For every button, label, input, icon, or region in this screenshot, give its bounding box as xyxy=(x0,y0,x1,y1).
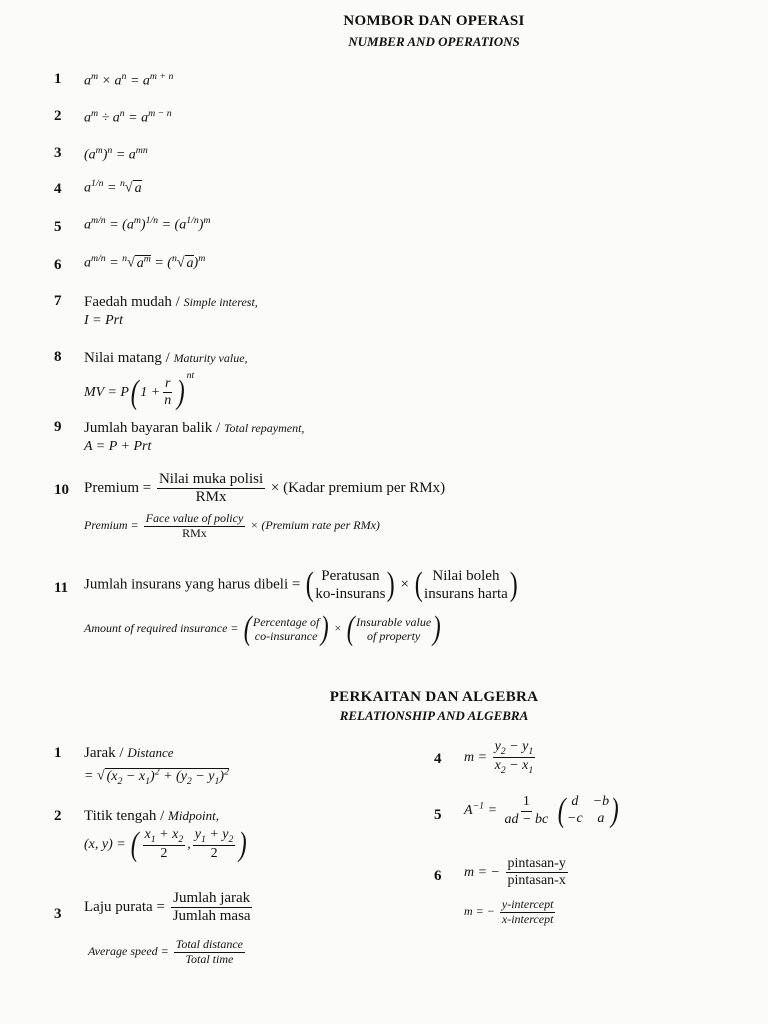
formula-exponent-multiply: $a^m \times a^n = a^{m + n}$ xyxy=(84,71,174,89)
formula-power-of-power: $(a^m)^n = a^{mn}$ xyxy=(84,145,148,163)
item-number: 5 xyxy=(54,219,62,235)
formula-rational-root: $a^{m/n} = ^n√$ $a^m = (^n√$ a)$^m$ xyxy=(84,253,206,271)
item-number: 11 xyxy=(54,580,69,596)
formula-root: $a^{1/n} = ^n√$ a xyxy=(84,178,142,196)
section-subtitle: NUMBER AND OPERATIONS xyxy=(348,34,520,49)
simple-interest-formula: I = Prt xyxy=(84,313,123,328)
average-speed-formula: Laju purata = $\frac{\text{Jumlah jarak}}{\text{Jumlah masa}}$ xyxy=(84,890,251,925)
midpoint-label: Titik tengah / Midpoint, xyxy=(84,808,219,824)
item-number: 4 xyxy=(434,751,442,767)
formula-rational-exponent: $a^{m/n} = (a^m)^{1/n} = (a^{1/n})^m$ xyxy=(84,215,211,233)
intercept-gradient-formula: m = − $\frac{\text{pintasan-y}}{\text{pintasan-x}}$ xyxy=(464,856,566,889)
insurance-formula: Jumlah insurans yang harus dibeli = ( Peratusan ko-insurans ) × ( Nilai boleh insurans harta ) xyxy=(84,566,518,603)
inverse-matrix-formula: $A^{-1}$ = $\frac{1}{ad - bc}$ ( d −b −c a ) xyxy=(464,792,619,829)
item-number: 4 xyxy=(54,181,62,197)
maturity-value-label: Nilai matang / Maturity value, xyxy=(84,350,248,366)
gradient-formula: m = $\frac{y_2 - y_1}{x_2 - x_1}$ xyxy=(464,739,534,776)
intercept-gradient-formula-en: m = − $\frac{\text{y-intercept}}{\text{x-intercept}}$ xyxy=(464,897,554,926)
item-number: 8 xyxy=(54,349,62,365)
item-number: 6 xyxy=(434,868,442,884)
item-number: 2 xyxy=(54,808,62,824)
total-repayment-label: Jumlah bayaran balik / Total repayment, xyxy=(84,420,305,436)
premium-formula: Premium = $\frac{\text{Nilai muka polisi}}{\text{RMx}}$ × (Kadar premium per RMx) xyxy=(84,471,446,506)
total-repayment-formula: A = P + Prt xyxy=(84,439,152,454)
midpoint-formula: (x, y) = ( $\frac{x_1 + x_2}{2}$ , $\frac{y_1 + y_2}{2}$ ) xyxy=(84,825,248,863)
item-number: 2 xyxy=(54,108,62,124)
item-number: 3 xyxy=(54,906,62,922)
section-title: NOMBOR DAN OPERASI xyxy=(343,13,525,29)
item-number: 10 xyxy=(54,482,69,498)
item-number: 3 xyxy=(54,145,62,161)
maturity-value-formula: MV = P ( 1 + $\frac{r}{n}$ ) $^{nt}$ xyxy=(84,370,195,411)
item-number: 7 xyxy=(54,293,62,309)
item-number: 9 xyxy=(54,419,62,435)
formula-exponent-divide: $a^m \div a^n = a^{m - n}$ xyxy=(84,108,172,126)
item-number: 1 xyxy=(54,71,62,87)
item-number: 1 xyxy=(54,745,62,761)
distance-label: Jarak / Distance xyxy=(84,745,174,761)
premium-formula-en: Premium = $\frac{\text{Face value of policy}}{\text{RMx}}$ × (Premium rate per RMx) xyxy=(84,511,380,540)
section-subtitle: RELATIONSHIP AND ALGEBRA xyxy=(339,708,529,723)
distance-formula: = √ $(x_2 - x_1)^2 + (y_2 - y_1)^2$ xyxy=(84,766,229,787)
simple-interest-label: Faedah mudah / Simple interest, xyxy=(84,294,258,310)
section-title: PERKAITAN DAN ALGEBRA xyxy=(329,689,539,705)
insurance-formula-en: Amount of required insurance = ( Percentage of co-insurance ) × ( Insurable value of property ) xyxy=(84,610,441,647)
average-speed-formula-en: Average speed = $\frac{\text{Total distance}}{\text{Total time}}$ xyxy=(88,937,243,966)
item-number: 6 xyxy=(54,257,62,273)
item-number: 5 xyxy=(434,807,442,823)
